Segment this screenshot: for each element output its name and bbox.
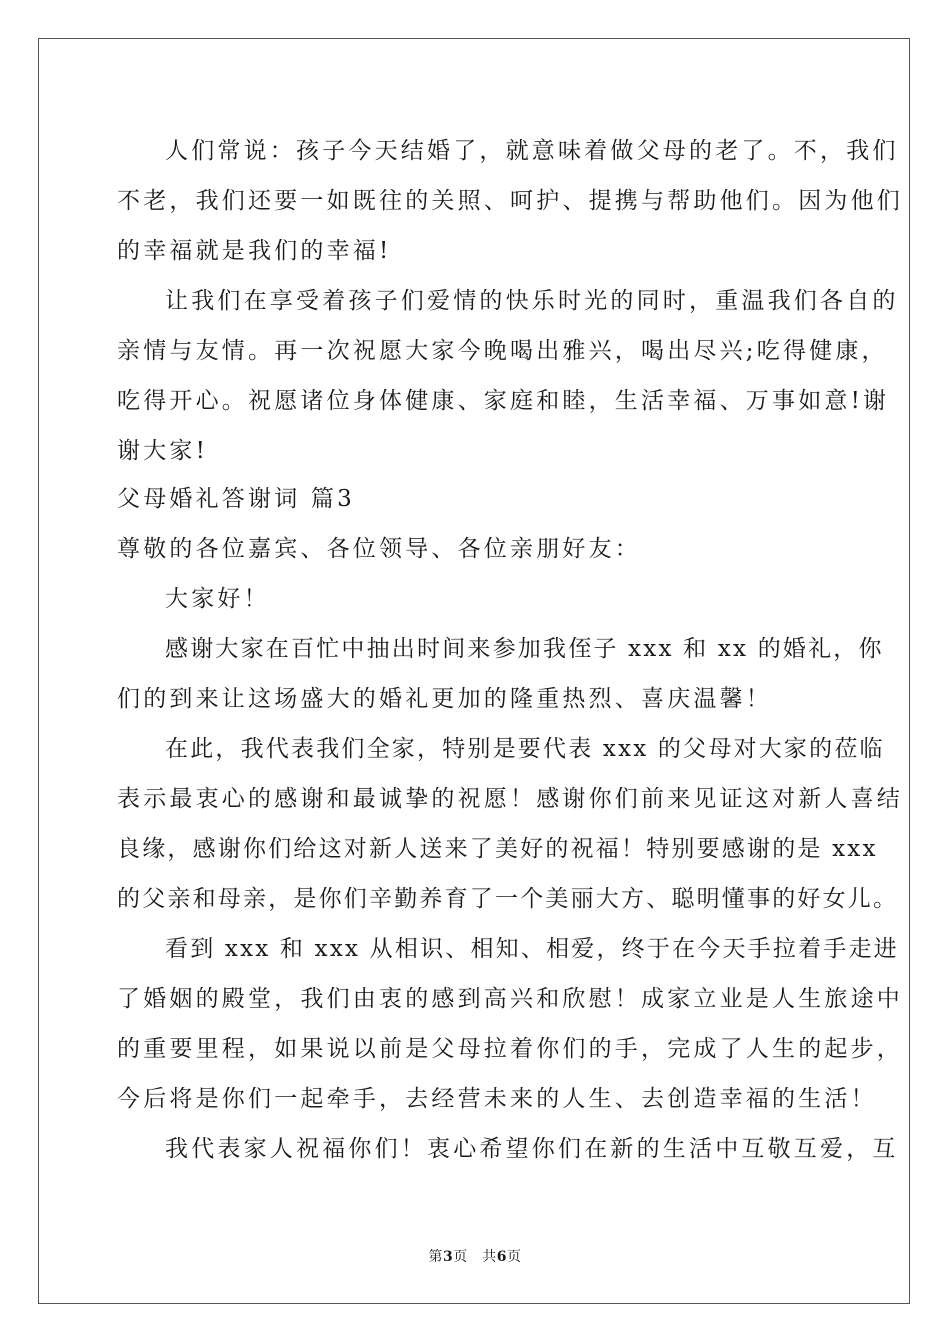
current-page-number: 3 [443,1249,454,1265]
text-line: 吃得开心。祝愿诸位身体健康、家庭和睦，生活幸福、万事如意!谢 [117,388,890,414]
text-line: 今后将是你们一起牵手，去经营未来的人生、去创造幸福的生活！ [117,1086,877,1112]
text-line: 了婚姻的殿堂，我们由衷的感到高兴和欣慰！成家立业是人生旅途中 [117,986,903,1012]
text-line: 的父亲和母亲，是你们辛勤养育了一个美丽大方、聪明懂事的好女儿。 [117,886,899,912]
page-number-footer [0,1248,950,1266]
text-line: 我代表家人祝福你们！衷心希望你们在新的生活中互敬互爱，互 [165,1136,899,1162]
text-line: 不老，我们还要一如既往的关照、呵护、提携与帮助他们。因为他们 [117,188,903,214]
text-line: 的幸福就是我们的幸福! [117,238,392,264]
text-line: 人们常说：孩子今天结婚了，就意味着做父母的老了。不，我们 [165,138,899,164]
text-line: 谢大家! [117,438,209,464]
text-line: 感谢大家在百忙中抽出时间来参加我侄子 xxx 和 xx 的婚礼，你 [165,636,884,662]
text-line: 让我们在享受着孩子们爱情的快乐时光的同时，重温我们各自的 [165,288,899,314]
text-line: 良缘，感谢你们给这对新人送来了美好的祝福！特别要感谢的是 xxx [117,836,878,862]
total-page-number: 6 [496,1249,507,1265]
greeting: 大家好！ [165,586,270,612]
text-line: 们的到来让这场盛大的婚礼更加的隆重热烈、喜庆温馨！ [117,686,772,712]
page-mid: 页 共 [453,1249,497,1265]
page-suffix: 页 [507,1249,522,1265]
text-line: 在此，我代表我们全家，特别是要代表 xxx 的父母对大家的莅临 [165,736,885,762]
text-line: 的重要里程，如果说以前是父母拉着你们的手，完成了人生的起步， [117,1036,903,1062]
page-border [38,38,910,1304]
salutation: 尊敬的各位嘉宾、各位领导、各位亲朋好友： [117,536,641,562]
page-prefix: 第 [428,1249,443,1265]
text-line: 表示最衷心的感谢和最诚挚的祝愿！感谢你们前来见证这对新人喜结 [117,786,903,812]
text-line: 看到 xxx 和 xxx 从相识、相知、相爱，终于在今天手拉着手走进 [165,936,899,962]
section-heading: 父母婚礼答谢词 篇3 [117,486,355,512]
text-line: 亲情与友情。再一次祝愿大家今晚喝出雅兴，喝出尽兴;吃得健康， [117,338,888,364]
